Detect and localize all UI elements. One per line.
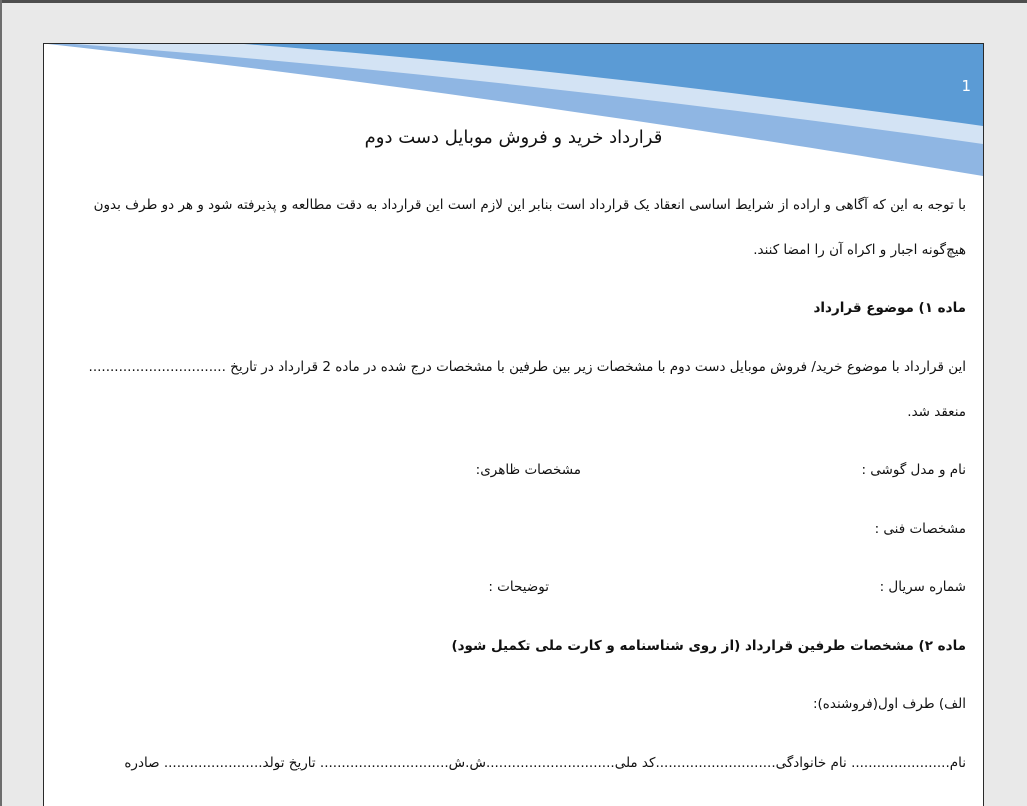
party-a-field-blank: ....................... xyxy=(163,754,263,771)
article-1-paragraph: این قرارداد با موضوع خرید/ فروش موبایل دست دوم با مشخصات زیر بین طرفین با مشخصات درج شده در ماده 2 قرارداد در تاریخ ................................ منعقد شد. xyxy=(88,358,966,420)
page-number: 1 xyxy=(961,77,971,95)
party-a-field-blank: ....................... xyxy=(851,754,950,771)
document-title: قرارداد خرید و فروش موبایل دست دوم xyxy=(364,127,663,148)
party-a-label: الف) طرف اول(فروشنده): xyxy=(812,696,966,712)
party-a-field-label: نام خانوادگی xyxy=(775,754,852,771)
party-a-fields-line xyxy=(72,741,966,786)
party-a-field-label: نام xyxy=(949,754,966,771)
phone-model-label: نام و مدل گوشی : xyxy=(861,462,966,478)
document-viewer[interactable] xyxy=(0,3,1027,806)
field-row-serial-notes xyxy=(72,565,966,610)
party-a-field-blank: ............................ xyxy=(655,754,776,771)
field-row-specs xyxy=(72,507,966,552)
article-1-heading: ماده ۱) موضوع قرارداد xyxy=(813,300,966,316)
party-a-field-label: ش.ش xyxy=(448,754,486,771)
document-body xyxy=(72,183,966,786)
party-a-field-blank: .............................. xyxy=(485,754,615,771)
article-2-heading: ماده ۲) مشخصات طرفین قرارداد (از روی شناسنامه و کارت ملی تکمیل شود) xyxy=(451,637,966,654)
party-a-field-blank: .............................. xyxy=(319,754,449,771)
appearance-label: مشخصات ظاهری: xyxy=(475,462,581,478)
header-wave-decoration xyxy=(44,44,983,184)
document-page xyxy=(43,43,984,806)
field-row-model-appearance xyxy=(72,448,966,493)
party-a-field-label: تاریخ تولد xyxy=(262,754,320,771)
serial-number-label: شماره سریال : xyxy=(879,579,966,595)
party-a-field-label: صادره xyxy=(124,754,164,771)
technical-specs-label: مشخصات فنی : xyxy=(874,520,966,537)
notes-label: توضیحات : xyxy=(488,579,549,595)
party-a-field-label: کد ملی xyxy=(614,754,656,771)
intro-paragraph: با توجه به این که آگاهی و اراده از شرایط اساسی انعقاد یک قرارداد است بنابر این لازم است این قرارداد به دقت مطالعه و پذیرفته شود و هر دو طرف بدون هیچ‌گونه اجبار و اکراه آن را امضا کنند. xyxy=(93,196,966,258)
